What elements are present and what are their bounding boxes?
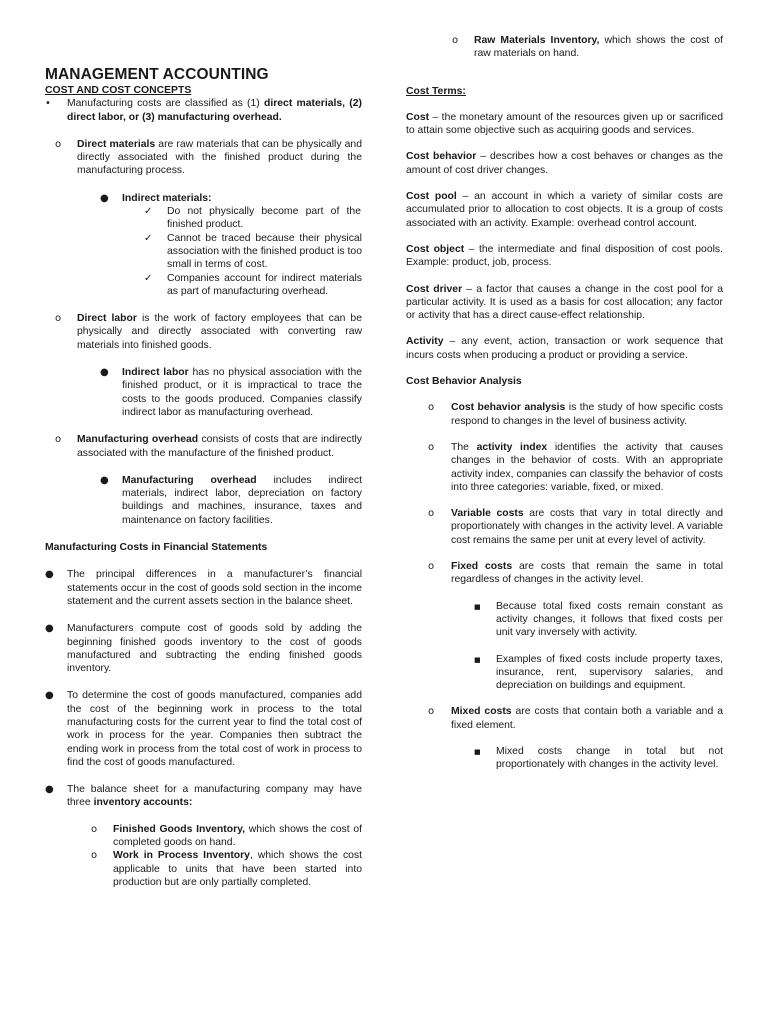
circle-marker: o <box>55 138 62 150</box>
circle-marker: o <box>55 434 62 446</box>
square-marker: ■ <box>474 602 481 611</box>
term: Direct materials <box>77 138 156 150</box>
check-item <box>144 205 361 232</box>
square-marker: ■ <box>474 747 481 756</box>
check-item <box>144 272 362 299</box>
variable-costs-item <box>428 507 723 547</box>
prefix: The <box>451 441 477 453</box>
direct-materials-item <box>55 138 362 178</box>
term: Manufacturing overhead <box>122 474 257 486</box>
term: Variable costs <box>451 508 524 520</box>
term: Indirect materials: <box>122 192 212 204</box>
sub-text: Mixed costs change in total but not proportionately with changes in the activity level. <box>496 745 723 771</box>
definition: identifies the activity that causes changes in the behavior of costs. With an appropriate activity index, companies can classify the behavior of costs into three categories: variable, fixed, or mixed. <box>451 441 723 493</box>
bullet-text: To determine the cost of goods manufactured, companies add the cost of the beginning work in process to the total manufacturing costs for the current year to find the total cost of work in process for the year. Companies then subtract the ending work in process from the total cost of work in process to find the cost of goods manufactured. <box>67 690 362 768</box>
term: Direct labor <box>77 313 137 325</box>
definition: is the work of factory employees that can be physically and directly associated with converting raw materials into finished goods. <box>77 313 362 351</box>
check-text: Cannot be traced because their physical association with the finished product is too small in terms of cost. <box>167 232 362 271</box>
circle-marker: o <box>428 561 435 573</box>
circle-marker: o <box>452 35 459 46</box>
definition: – an account in which a variety of similar costs are accumulated prior to allocation to cost objects. It is a group of costs associated with an activity. Example: overhead control account. <box>406 191 723 229</box>
circle-marker: o <box>55 313 62 325</box>
check-item <box>144 232 362 272</box>
term: Cost pool <box>406 191 457 203</box>
check-text: Do not physically become part of the finished product. <box>167 206 361 231</box>
term: Cost <box>406 111 430 123</box>
definition: includes indirect materials, indirect labor, depreciation on factory buildings and machines, insurance, taxes and maintenance on factory facilities. <box>122 474 362 526</box>
bullet-marker: ● <box>100 192 109 204</box>
direct-labor-item <box>55 312 362 352</box>
right-column <box>406 34 723 772</box>
fs-bullet <box>45 689 362 769</box>
term: Cost driver <box>406 283 463 295</box>
manufacturing-overhead-item <box>55 433 362 460</box>
section-heading: Manufacturing Costs in Financial Statements <box>45 542 268 554</box>
definition: , which shows the cost applicable to units that have been started into production but are only partially completed. <box>113 850 363 888</box>
term-cost-pool <box>406 190 723 230</box>
definition: – the intermediate and final disposition of cost pools. Example: product, job, process. <box>406 243 723 269</box>
term: Indirect labor <box>122 367 189 379</box>
bullet-marker: ● <box>100 474 109 486</box>
indirect-materials-item <box>100 192 362 298</box>
definition: consists of costs that are indirectly associated with the manufacture of the finished product. <box>77 434 362 459</box>
bullet-marker: ● <box>45 569 54 581</box>
fixed-costs-item <box>428 560 723 587</box>
bullet-bold-text: direct materials, (2) direct labor, or (3) manufacturing overhead. <box>67 98 363 123</box>
check-icon: ✓ <box>144 272 153 284</box>
term-cost <box>406 111 723 138</box>
definition: – the monetary amount of the resources given up or sacrificed to attain some objective such as acquiring goods and services. <box>406 111 723 137</box>
circle-marker: o <box>91 823 98 835</box>
check-icon: ✓ <box>144 206 153 218</box>
activity-index-item <box>428 441 723 494</box>
definition: – describes how a cost behaves or changes as the amount of cost driver changes. <box>406 151 723 176</box>
inventory-item <box>91 823 363 850</box>
term: Cost behavior <box>406 151 477 163</box>
raw-materials-item <box>452 34 723 61</box>
term-activity <box>406 335 723 362</box>
sub-text: Examples of fixed costs include property taxes, insurance, rent, supervisory salaries, and depreciation on buildings and equipment. <box>496 653 723 692</box>
term: Cost behavior analysis <box>451 402 566 414</box>
square-marker: ■ <box>474 655 481 664</box>
bullet-marker: • <box>45 98 51 110</box>
definition: are costs that contain both a variable and a fixed element. <box>451 706 724 731</box>
definition: are raw materials that can be physically and directly associated with the finished product during the manufacturing process. <box>77 138 362 177</box>
term: activity index <box>476 441 548 453</box>
fs-bullet <box>45 783 362 810</box>
circle-marker: o <box>91 850 98 862</box>
intro-bullet <box>45 97 363 124</box>
term: Cost object <box>406 243 465 255</box>
circle-marker: o <box>428 706 435 718</box>
check-icon: ✓ <box>144 232 153 244</box>
bullet-marker: ● <box>100 367 109 379</box>
term-cost-object <box>406 243 723 270</box>
page-title: MANAGEMENT ACCOUNTING <box>45 66 269 83</box>
bullet-text: The principal differences in a manufacturer’s financial statements occur in the cost of goods sold section in the income statement and the current assets section in the balance sheet. <box>67 569 362 607</box>
term-cost-behavior <box>406 150 723 177</box>
bullet-text: Manufacturing costs are classified as (1) <box>67 98 264 110</box>
overhead-detail-item <box>100 474 362 527</box>
circle-marker: o <box>428 508 435 520</box>
inventory-item <box>91 849 363 889</box>
sub-text: Because total fixed costs remain constant as activity changes, it follows that fixed costs per unit vary inversely with activity. <box>496 600 723 639</box>
fs-bullet <box>45 568 362 608</box>
term: Raw Materials Inventory, <box>474 35 600 46</box>
definition: which shows the cost of raw materials on hand. <box>474 35 723 60</box>
bullet-bold-text: inventory accounts: <box>93 797 193 809</box>
definition: are costs that remain the same in total regardless of changes in the activity level. <box>451 561 723 586</box>
definition: – a factor that causes a change in the cost pool for a particular activity. It is used as a basis for cost allocation; any factor or activity that has a direct cause-effect relationship. <box>406 283 723 322</box>
fs-bullet <box>45 622 362 675</box>
bullet-text: The balance sheet for a manufacturing company may have three <box>67 784 362 809</box>
circle-marker: o <box>428 402 435 414</box>
term: Mixed costs <box>451 706 512 718</box>
fixed-sub-item <box>474 653 723 693</box>
check-text: Companies account for indirect materials as part of manufacturing overhead. <box>167 272 362 297</box>
term: Fixed costs <box>451 561 513 573</box>
bullet-marker: ● <box>45 623 54 635</box>
definition: has no physical association with the finished product, or it is impractical to trace the costs to the goods produced. Companies classify indirect labor as manufacturing overhead. <box>122 367 363 418</box>
term: Finished Goods Inventory, <box>113 823 246 835</box>
cba-item <box>428 401 723 428</box>
bullet-marker: ● <box>45 784 54 796</box>
definition: which shows the cost of completed goods on hand. <box>113 823 363 849</box>
cost-terms-heading: Cost Terms: <box>406 85 466 97</box>
cost-behavior-analysis-heading: Cost Behavior Analysis <box>406 376 522 388</box>
definition: are costs that vary in total directly and proportionately with changes in the activity level. A variable cost remains the same per unit at every level of activity. <box>451 508 723 546</box>
mixed-costs-item <box>428 705 724 732</box>
section-subtitle: COST AND COST CONCEPTS <box>45 85 192 96</box>
fixed-sub-item <box>474 600 723 640</box>
indirect-labor-item <box>100 366 363 419</box>
circle-marker: o <box>428 441 435 453</box>
bullet-marker: ● <box>45 690 54 702</box>
term: Activity <box>406 336 444 348</box>
bullet-text: Manufacturers compute cost of goods sold by adding the beginning finished goods inventory to the cost of goods manufactured and subtracting the ending finished goods inventory. <box>67 623 362 675</box>
term: Manufacturing overhead <box>77 434 199 446</box>
definition: – any event, action, transaction or work sequence that incurs costs when producing a product or providing a service. <box>406 336 723 361</box>
definition: is the study of how specific costs respond to changes in the level of business activity. <box>451 402 723 427</box>
term: Work in Process Inventory <box>113 850 250 862</box>
term-cost-driver <box>406 283 723 323</box>
mixed-sub-item <box>474 745 723 772</box>
left-column <box>45 66 362 889</box>
